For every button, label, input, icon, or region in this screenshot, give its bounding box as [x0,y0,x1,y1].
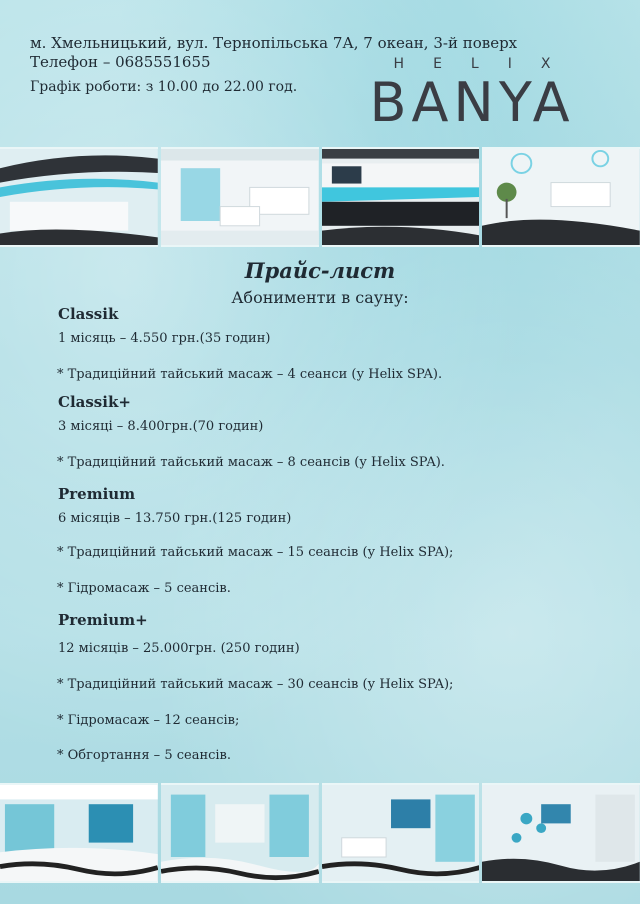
subscriptions-subtitle: Абонименти в сауну: [231,288,409,307]
logo-helix: HELIX [393,56,580,72]
plan-line: 1 місяць – 4.550 грн.(35 годин) [58,331,271,346]
interior-photo [161,783,319,883]
plan-name: Premium+ [58,611,148,629]
interior-photo-strip-top [0,147,640,247]
plan-line: * Гідромасаж – 5 сеансів. [57,581,231,596]
price-list-title: Прайс-лист [244,258,396,283]
plan-line: * Традиційний тайський масаж – 30 сеансів (у Helix SPA); [57,677,454,692]
plan-line: 3 місяці – 8.400грн.(70 годин) [58,419,264,434]
plan-name: Premium [58,485,136,503]
interior-photo [482,783,640,883]
interior-photo-strip-bottom [0,783,640,883]
interior-photo [0,147,158,247]
plan-name: Classik+ [58,393,131,411]
plan-line: * Обгортання – 5 сеансів. [57,748,231,763]
address-text: м. Хмельницький, вул. Тернопільська 7А, 7 океан, 3-й поверх [30,34,518,52]
interior-photo [482,147,640,247]
helix-banya-logo [354,56,590,132]
interior-photo [322,147,480,247]
plan-line: * Традиційний тайський масаж – 8 сеансів (у Helix SPA). [57,455,445,470]
plan-line: * Традиційний тайський масаж – 4 сеанси (у Helix SPA). [57,367,443,382]
hours-text: Графік роботи: з 10.00 до 22.00 год. [30,79,298,95]
interior-photo [322,783,480,883]
interior-photo [161,147,319,247]
plan-block [58,305,118,323]
plan-name: Classik [58,305,119,323]
logo-banya: BANYA [369,71,575,134]
plan-line: 12 місяців – 25.000грн. (250 годин) [58,641,300,656]
interior-photo [0,783,158,883]
phone-text: Телефон – 0685551655 [30,53,211,71]
plan-line: 6 місяців – 13.750 грн.(125 годин) [58,511,292,526]
plan-line: * Традиційний тайський масаж – 15 сеансів (у Helix SPA); [57,545,454,560]
plan-line: * Гідромасаж – 12 сеансів; [57,713,240,728]
